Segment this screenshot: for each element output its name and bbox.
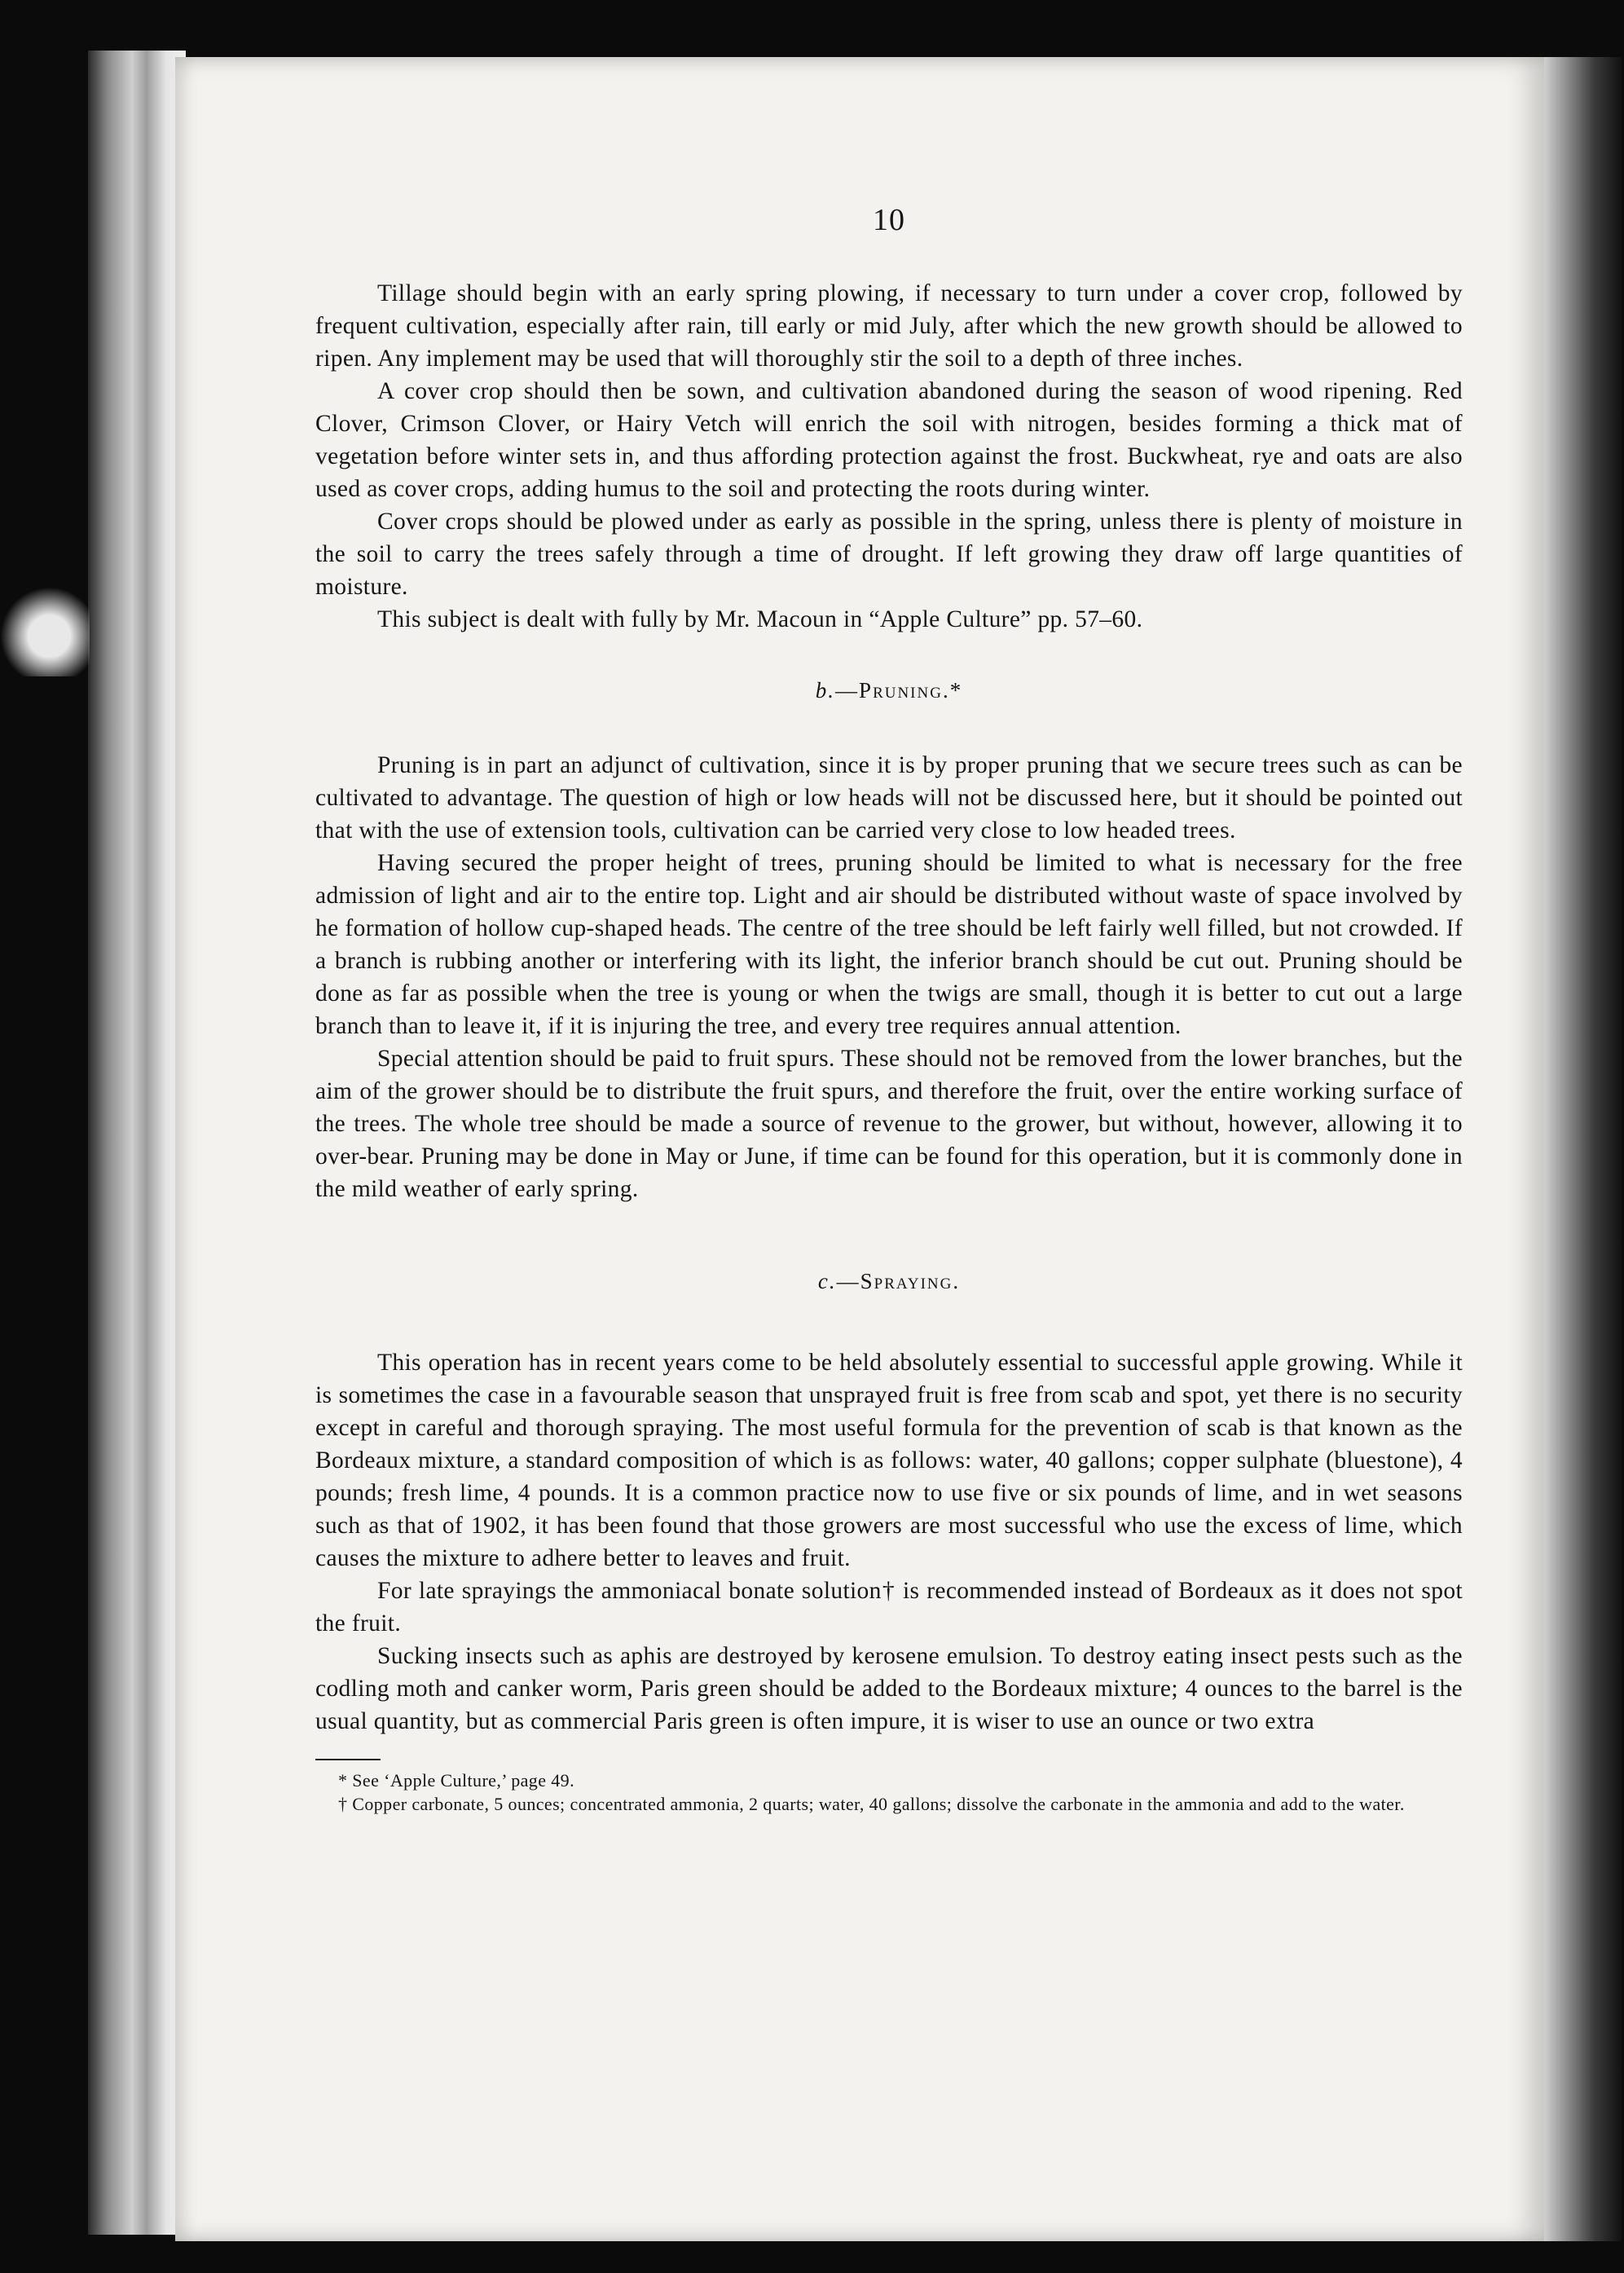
paragraph-pruning-3: Special attention should be paid to fruit spurs. These should not be removed from the lower branches, but the aim of the grower should be to distribute the fruit spurs, and therefore the fruit, over the entire working surface of the trees. The whole tree should be made a source of revenue to the grower, but without, however, allowing it to over-bear. Pruning may be done in May or June, if time can be found for this operation, but it is commonly done in the mild weather of early spring. xyxy=(315,1046,1463,1202)
paragraph-tillage-2: A cover crop should then be sown, and cultivation abandoned during the season of wood ripening. Red Clover, Crimson Clover, or Hairy Vetch will enrich the soil with nitrogen, besides forming a thick mat of vegetation before winter sets in, and thus affording protection against the frost. Buckwheat, rye and oats are also used as cover crops, adding humus to the soil and protecting the roots during winter. xyxy=(315,378,1463,502)
section-separator: — xyxy=(836,1269,860,1293)
footnotes xyxy=(315,1769,1463,1816)
scan-edge-right xyxy=(1544,57,1622,2241)
paragraph-spraying-1: This operation has in recent years come to be held absolutely essential to successful apple growing. While it is sometimes the case in a favourable season that unsprayed fruit is free from scab and spot, yet there is no security except in careful and thorough spraying. The most useful formula for the prevention of scab is that known as the Bordeaux mixture, a standard composition of which is as follows: water, 40 gallons; copper sulphate (bluestone), 4 pounds; fresh lime, 4 pounds. It is a common practice now to use five or six pounds of lime, and in wet seasons such as that of 1902, it has been found that those growers are most successful who use the excess of lime, which causes the mixture to adhere better to leaves and fruit. xyxy=(315,1350,1463,1571)
section-heading-spraying xyxy=(315,1269,1463,1294)
paragraph-tillage-3: Cover crops should be plowed under as early as possible in the spring, unless there is plenty of moisture in the soil to carry the trees safely through a time of drought. If left growing they draw off large quantities of moisture. xyxy=(315,509,1463,600)
paragraph-pruning-2: Having secured the proper height of trees, pruning should be limited to what is necessary for the free admission of light and air to the entire top. Light and air should be distributed without waste of space involved by he formation of hollow cup-shaped heads. The centre of the tree should be left fairly well filled, but not crowded. If a branch is rubbing another or interfering with its light, the inferior branch should be cut out. Pruning should be done as far as possible when the tree is young or when the twigs are small, though it is better to cut out a large branch than to leave it, if it is injuring the tree, and every tree requires annual attention. xyxy=(315,850,1463,1039)
section-letter: b. xyxy=(815,678,836,703)
paragraph-spraying-3: Sucking insects such as aphis are destroyed by kerosene emulsion. To destroy eating insect pests such as the codling moth and canker worm, Paris green should be added to the Bordeaux mixture; 4 ounces to the barrel is the usual quantity, but as commercial Paris green is often impure, it is wiser to use an ounce or two extra xyxy=(315,1643,1463,1734)
body-text xyxy=(315,277,1463,1816)
scan-edge-left xyxy=(88,51,186,2235)
footnote-divider xyxy=(315,1759,381,1760)
paragraph-pruning-1: Pruning is in part an adjunct of cultivation, since it is by proper pruning that we secure trees such as can be cultivated to advantage. The question of high or low heads will not be discussed here, but it should be pointed out that with the use of extension tools, cultivation can be carried very close to low headed trees. xyxy=(315,752,1463,844)
paragraph-spraying-2: For late sprayings the ammoniacal bonate solution† is recommended instead of Bordeaux as it does not spot the fruit. xyxy=(315,1578,1463,1636)
section-title: Spraying. xyxy=(860,1269,961,1293)
scan-blemish xyxy=(0,587,90,676)
section-heading-pruning xyxy=(315,678,1463,703)
footnote-dagger: † Copper carbonate, 5 ounces; concentrated ammonia, 2 quarts; water, 40 gallons; dissolve the carbonate in the ammonia and add to the water. xyxy=(338,1794,1405,1814)
paragraph-tillage-1: Tillage should begin with an early spring plowing, if necessary to turn under a cover crop, followed by frequent cultivation, especially after rain, till early or mid July, after which the new growth should be allowed to ripen. Any implement may be used that will thoroughly stir the soil to a depth of three inches. xyxy=(315,280,1463,372)
book-page xyxy=(175,57,1544,2241)
section-separator: — xyxy=(835,678,860,703)
footnote-star: * See ‘Apple Culture,’ page 49. xyxy=(338,1770,574,1791)
section-title: Pruning.* xyxy=(859,678,963,703)
paragraph-tillage-4: This subject is dealt with fully by Mr. Macoun in “Apple Culture” pp. 57–60. xyxy=(377,606,1143,632)
page-number: 10 xyxy=(873,203,905,237)
section-letter: c. xyxy=(817,1269,837,1293)
